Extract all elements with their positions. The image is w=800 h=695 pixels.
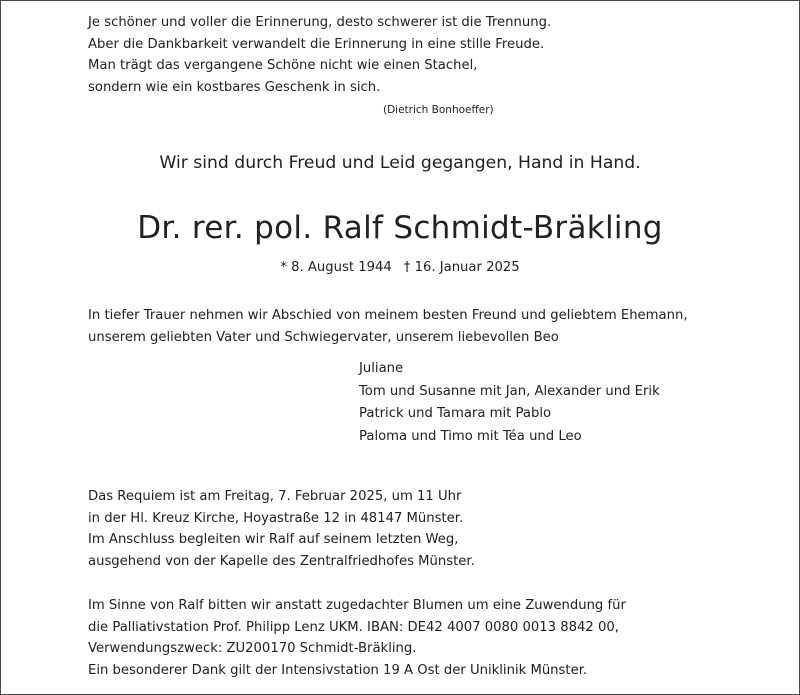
motto: Wir sind durch Freud und Leid gegangen, Hand in Hand. (159, 153, 641, 173)
donation-line: Im Sinne von Ralf bitten wir anstatt zugedachter Blumen um eine Zuwendung für (88, 598, 626, 613)
mourners-list (359, 358, 660, 448)
birth-date: * 8. August 1944 (280, 260, 392, 275)
death-date: † 16. Januar 2025 (403, 260, 520, 275)
mourner: Juliane (359, 361, 404, 376)
farewell-line: In tiefer Trauer nehmen wir Abschied von meinem besten Freund und geliebtem Ehemann, (88, 308, 688, 323)
poem-quote (88, 12, 551, 99)
poem-line: Je schöner und voller die Erinnerung, desto schwerer ist die Trennung. (88, 15, 552, 30)
poem-line: Aber die Dankbarkeit verwandelt die Erinnerung in eine stille Freude. (88, 36, 545, 52)
farewell-line: unserem geliebten Vater und Schwiegervater, unserem liebevollen Beo (88, 329, 559, 345)
deceased-name: Dr. rer. pol. Ralf Schmidt-Bräkling (137, 210, 663, 246)
donation-line: Ein besonderer Dank gilt der Intensivstation 19 A Ost der Uniklinik Münster. (88, 662, 588, 678)
poem-line: sondern wie ein kostbares Geschenk in sich. (88, 80, 381, 96)
poem-author: (Dietrich Bonhoeffer) (383, 104, 494, 116)
requiem-line: ausgehend von der Kapelle des Zentralfriedhofes Münster. (88, 553, 475, 569)
farewell-text (88, 305, 688, 348)
life-dates (0, 260, 800, 275)
mourner: Paloma und Timo mit Téa und Leo (359, 428, 582, 444)
requiem-line: Im Anschluss begleiten wir Ralf auf seinem letzten Weg, (88, 532, 459, 547)
poem-line: Man trägt das vergangene Schöne nicht wie einen Stachel, (88, 58, 478, 74)
mourner: Patrick und Tamara mit Pablo (359, 406, 552, 421)
requiem-line: in der Hl. Kreuz Kirche, Hoyastraße 12 in 48147 Münster. (88, 510, 464, 526)
donation-text (88, 595, 626, 681)
donation-line: die Palliativstation Prof. Philipp Lenz UKM. IBAN: DE42 4007 0080 0013 8842 00, (88, 619, 619, 635)
donation-line: Verwendungszweck: ZU200170 Schmidt-Bräkling. (88, 641, 417, 656)
requiem-text (88, 486, 475, 572)
mourner: Tom und Susanne mit Jan, Alexander und Erik (359, 383, 660, 399)
requiem-line: Das Requiem ist am Freitag, 7. Februar 2025, um 11 Uhr (88, 489, 462, 504)
